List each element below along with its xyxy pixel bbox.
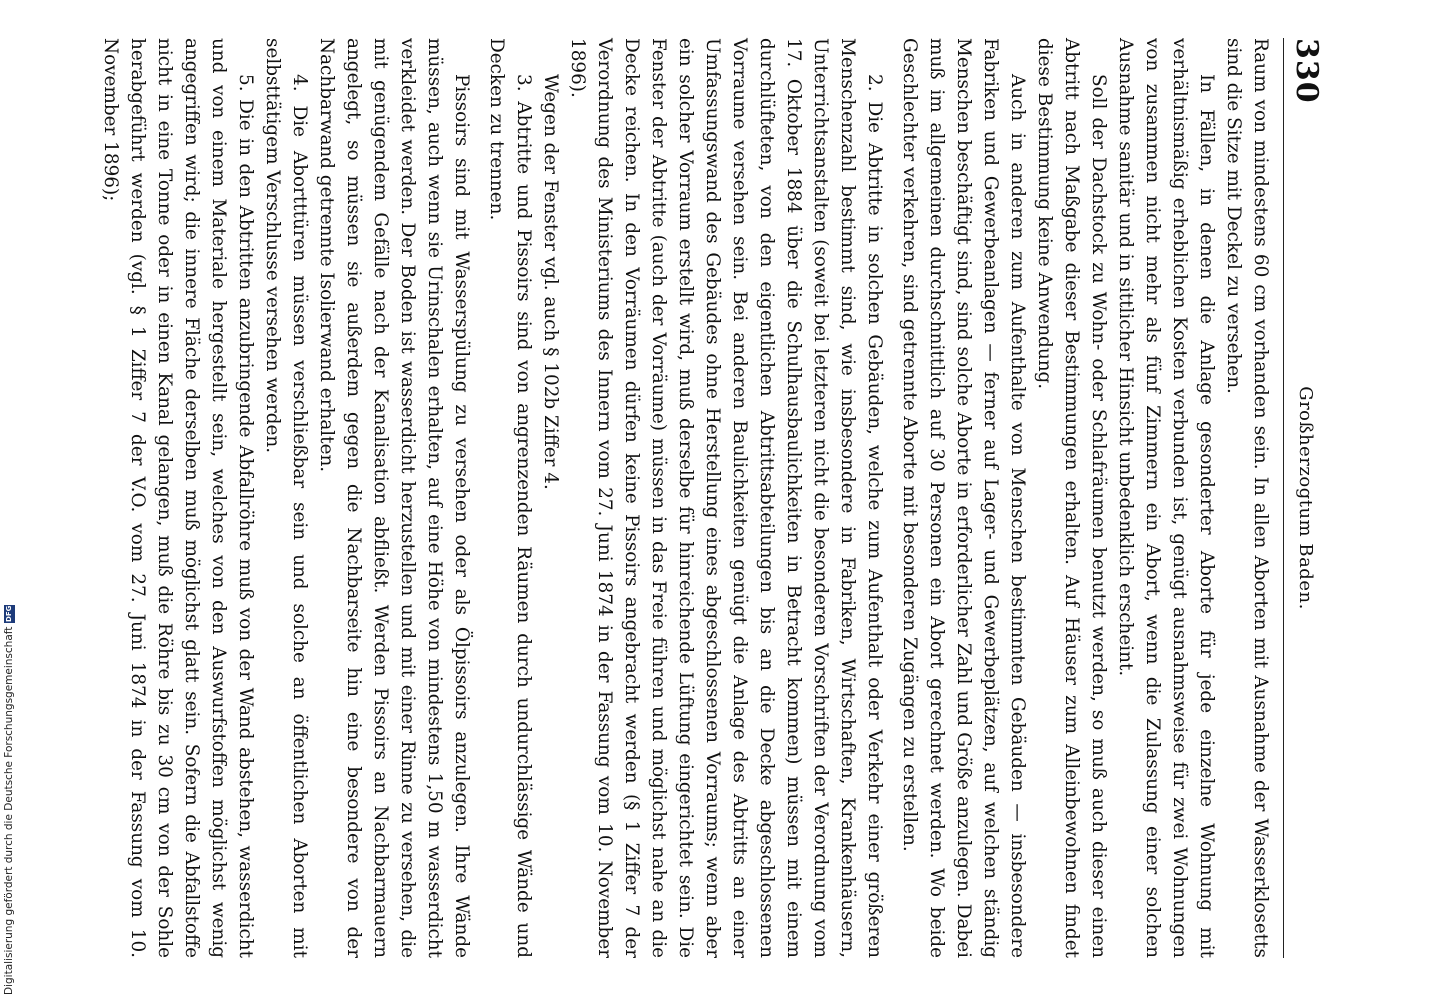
paragraph: In Fällen, in denen die Anlage gesonderter Aborte für jede einzelne Wohnung mit verhältnismäßig erheblichen Kosten verbunden ist, genügt ausnahmsweise für zwei Wohnungen von zusammen nicht mehr als fünf Zimmern ein Abort, wenn die Zulassung einer solchen Ausnahme sanitär und in sittlicher Hinsicht unbedenklich erscheint.	[1115, 38, 1217, 958]
paragraph: Pissoirs sind mit Wasserspülung zu versehen oder als Ölpissoirs anzulegen. Ihre Wände müssen, auch wenn sie Urinschalen erhalten, auf eine Höhe von mindestens 1,50 m wasserdicht verkleidet werden. Der Boden ist wasserdicht herzustellen und mit einer Rinne zu versehen, die mit genügendem Gefälle nach der Kanalisation abfließt. Werden Pissoirs an Nachbarmauern angelegt, so müssen sie außerdem gegen die Nachbarseite hin eine besondere von der Nachbarwand getrennte Isolierwand erhalten.	[316, 38, 472, 958]
paragraph: Raum von mindestens 60 cm vorhanden sein. In allen Aborten mit Ausnahme der Wasserklosetts sind die Sitze mit Deckel zu versehen.	[1223, 38, 1271, 958]
running-head: Großherzogtum Baden.	[1295, 386, 1316, 610]
paragraph: 4. Die Abortttüren müssen verschließbar sein und solche an öffentlichen Aborten mit selbsttätigem Verschlusse versehen werden.	[262, 38, 310, 958]
page-header	[1283, 38, 1330, 958]
funding-note-text: Digitalisierung gefördert durch die Deutsche Forschungsgemeinschaft	[3, 626, 15, 995]
paragraph: 5. Die in den Abtritten anzubringende Abfallröhre muß von der Wand abstehen, wasserdicht und von einem Materiale hergestellt sein, welches von den Auswurfstoffen möglichst wenig angegriffen wird; die innere Fläche derselben muß möglichst glatt sein. Sofern die Abfallstoffe nicht in eine Tonne oder in einen Kanal gelangen, muß die Röhre bis zu 30 cm von der Sohle herabgeführt werden (vgl. § 1 Ziffer 7 der V.O. vom 27. Juni 1874 in der Fassung vom 10. November 1896);	[100, 38, 256, 958]
dfg-logo-icon: DFG	[4, 605, 13, 622]
paragraph: 2. Die Abtritte in solchen Gebäuden, welche zum Aufenthalt oder Verkehr einer größeren Menschenzahl bestimmt sind, wie insbesondere in Fabriken, Wirtschaften, Krankenhäusern, Unterrichtsanstalten (soweit bei letzteren nicht die besonderen Vorschriften der Verordnung vom 17. Oktober 1884 über die Schulhausbaulichkeiten in Betracht kommen) müssen mit einem durchlüfteten, von den eigentlichen Abtrittsabteilungen bis an die Decke abgeschlossenen Vorraume versehen sein. Bei anderen Baulichkeiten genügt die Anlage des Abtritts an einer Umfassungswand des Gebäudes ohne Herstellung eines abgeschlossenen Vorraums; wenn aber ein solcher Vorraum erstellt wird, muß derselbe für hinreichende Lüftung eingerichtet sein. Die Fenster der Abtritte (auch der Vorräume) müssen in das Freie führen und möglichst nahe an die Decke reichen. In den Vorräumen dürfen keine Pissoirs angebracht werden (§ 1 Ziffer 7 der Verordnung des Ministeriums des Innern vom 27. Juni 1874 in der Fassung vom 10. November 1896).	[567, 38, 885, 958]
paragraph: 3. Abtritte und Pissoirs sind von angrenzenden Räumen durch undurchlässige Wände und Decken zu trennen.	[486, 38, 534, 958]
paragraph: Auch in anderen zum Aufenthalte von Menschen bestimmten Gebäuden — insbesondere Fabriken und Gewerbeanlagen — ferner auf Lager- und Gewerbeplätzen, auf welchen ständig Menschen beschäftigt sind, sind solche Aborte in erforderlicher Zahl und Größe anzulegen. Dabei muß im allgemeinen durchschnittlich auf 30 Personen ein Abort gerechnet werden. Wo beide Geschlechter verkehren, sind getrennte Aborte mit besonderen Zugängen zu erstellen.	[899, 38, 1028, 958]
paragraph: Wegen der Fenster vgl. auch § 102b Ziffer 4.	[540, 74, 561, 490]
paragraph: Soll der Dachstock zu Wohn- oder Schlafräumen benutzt werden, so muß auch dieser einen Abtritt nach Maßgabe dieser Bestimmungen erhalten. Auf Häuser zum Alleinbewohnen findet diese Bestimmung keine Anwendung.	[1034, 38, 1109, 958]
page-number: 330	[1289, 38, 1324, 104]
body-text	[97, 38, 1274, 958]
funding-note	[2, 605, 16, 995]
scanned-page	[0, 38, 1330, 958]
